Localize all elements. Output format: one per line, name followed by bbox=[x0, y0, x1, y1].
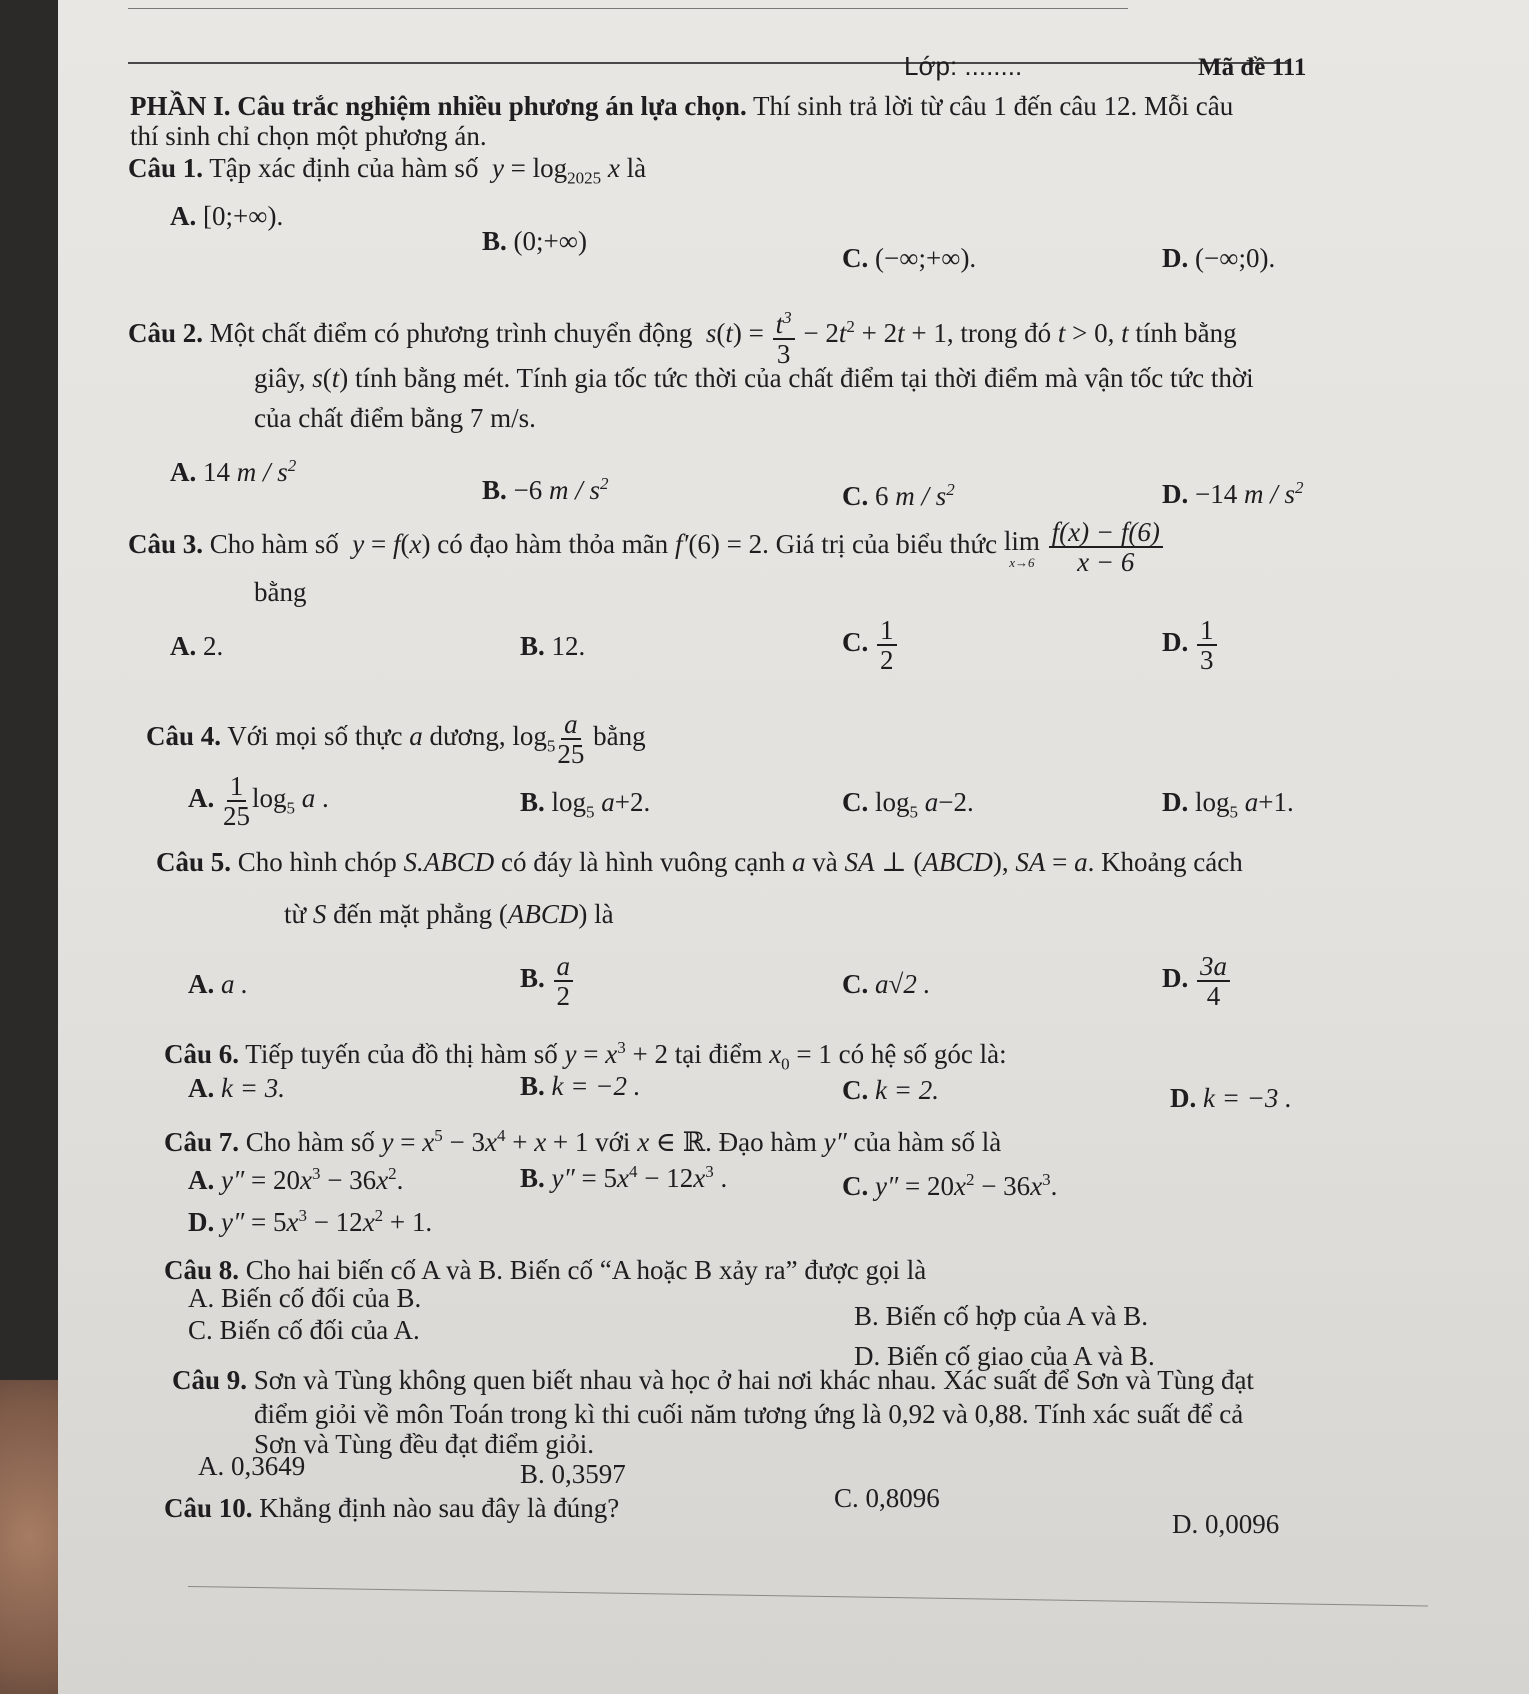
q3-text: Cho hàm số bbox=[209, 529, 339, 560]
q9-stem bbox=[172, 1364, 1254, 1396]
q4-stem: Câu 4. Với mọi số thực a dương, $\log_5$ $\frac{a}{25}$ bằng bbox=[146, 709, 646, 769]
q7-option-b[interactable]: B. $y'' = 5x^4 - 12x^3$ . bbox=[520, 1162, 728, 1193]
q4-option-a[interactable]: A. $\frac{1}{25}$ $\log_5 a$ . bbox=[188, 771, 329, 831]
q7-option-c[interactable]: C. $y'' = 20x^2 - 36x^3$. bbox=[842, 1170, 1058, 1201]
q6-stem: Câu 6. Tiếp tuyến của đồ thị hàm số $y = x^3 + 2$ tại điểm $x_0 = 1$ có hệ số góc là: bbox=[164, 1038, 1007, 1074]
q2-option-a[interactable]: A. 14 m / $s^2$ bbox=[170, 456, 297, 487]
q8-option-d[interactable]: D. Biến cố giao của A và B. bbox=[854, 1341, 1155, 1371]
q6-label: Câu 6. bbox=[164, 1039, 240, 1069]
q9-text: Sơn và Tùng không quen biết nhau và học ở hai nơi khác nhau. Xác suất để Sơn và Tùng đạt bbox=[253, 1365, 1254, 1395]
top-rule bbox=[128, 8, 1128, 9]
q6-option-c[interactable]: C. k = 2. bbox=[842, 1075, 939, 1105]
q2-label: Câu 2. bbox=[128, 318, 204, 349]
q9-line2: điểm giỏi về môn Toán trong kì thi cuối năm tương ứng là 0,92 và 0,88. Tính xác suất để cả bbox=[254, 1399, 1244, 1429]
part1-intro2: thí sinh chỉ chọn một phương án. bbox=[130, 121, 487, 151]
q9-label: Câu 9. bbox=[172, 1365, 248, 1395]
q3-option-c[interactable]: C. $\frac{1}{2}$ bbox=[842, 616, 899, 674]
q8-option-c[interactable]: C. Biến cố đối của A. bbox=[188, 1315, 420, 1345]
q1-tail: là bbox=[626, 153, 647, 183]
q7-option-a[interactable]: A. $y'' = 20x^3 - 36x^2$. bbox=[188, 1164, 404, 1195]
q1-stem: Câu 1. Tập xác định của hàm số $y = \log_{2025} x$ là bbox=[128, 153, 647, 188]
exam-code: Mã đề 111 bbox=[1198, 54, 1307, 81]
q9-line3: Sơn và Tùng đều đạt điểm giỏi. bbox=[254, 1429, 594, 1459]
part1-title: PHẦN I. Câu trắc nghiệm nhiều phương án lựa chọn. bbox=[130, 91, 747, 121]
q2-option-c[interactable]: C. 6 m / $s^2$ bbox=[842, 480, 955, 511]
exam-paper bbox=[58, 0, 1529, 1694]
q10-text: Khẳng định nào sau đây là đúng? bbox=[259, 1493, 620, 1523]
q1-option-a[interactable]: A. [0;+∞). bbox=[170, 201, 284, 231]
q7-option-d[interactable]: D. $y'' = 5x^3 - 12x^2 + 1$. bbox=[188, 1206, 433, 1237]
q5-stem: Câu 5. Cho hình chóp S.ABCD có đáy là hình vuông cạnh a và SA ⊥ (ABCD), SA = a. Khoảng cách bbox=[156, 847, 1243, 877]
q2-stem: Câu 2. Một chất điểm có phương trình chuyển động s(t) = $\frac{t^3}{3}$ − $2t^2 + 2t + 1$, trong đó t > 0, t tính bằng bbox=[128, 304, 1237, 368]
q8-label: Câu 8. bbox=[164, 1255, 240, 1285]
q1-option-b[interactable]: B. (0;+∞) bbox=[482, 226, 587, 256]
q6-option-b[interactable]: B. k = −2 . bbox=[520, 1071, 641, 1101]
q9-option-c[interactable]: C. 0,8096 bbox=[834, 1483, 940, 1513]
q9-option-d[interactable]: D. 0,0096 bbox=[1172, 1509, 1280, 1539]
q6-option-a[interactable]: A. k = 3. bbox=[188, 1073, 285, 1103]
q8-option-a[interactable]: A. Biến cố đối của B. bbox=[188, 1283, 422, 1313]
q4-label: Câu 4. bbox=[146, 721, 222, 752]
bottom-rule bbox=[188, 1586, 1428, 1606]
q2-text: Một chất điểm có phương trình chuyển động bbox=[209, 318, 693, 349]
q4-option-c[interactable]: C. $\log_5 a-2$. bbox=[842, 787, 974, 822]
q3-stem: Câu 3. Cho hàm số y = f(x) có đạo hàm thỏa mãn f′(6) = 2. Giá trị của biểu thức lim x→6 $\frac{f(x) - f(6)}{x - 6}$ bbox=[128, 518, 1165, 576]
q1-text: Tập xác định của hàm số bbox=[209, 153, 479, 183]
q5-option-d[interactable]: D. $\frac{3a}{4}$ bbox=[1162, 952, 1232, 1010]
q5-label: Câu 5. bbox=[156, 847, 232, 877]
q3-line2: bằng bbox=[254, 577, 307, 607]
q9-option-b[interactable]: B. 0,3597 bbox=[520, 1459, 626, 1489]
q3-label: Câu 3. bbox=[128, 529, 204, 560]
q3-option-a[interactable]: A. 2. bbox=[170, 631, 224, 661]
q10-stem bbox=[164, 1492, 619, 1524]
q6-option-d[interactable]: D. k = −3 . bbox=[1170, 1083, 1292, 1113]
q3-option-b[interactable]: B. 12. bbox=[520, 631, 586, 661]
part1-title-line bbox=[130, 90, 1233, 122]
q2-line3: của chất điểm bằng 7 m/s. bbox=[254, 403, 536, 433]
q8-text: Cho hai biến cố A và B. Biến cố “A hoặc B xảy ra” được gọi là bbox=[245, 1255, 927, 1285]
q5-option-c[interactable]: C. a√2 . bbox=[842, 969, 931, 999]
q2-line2: giây, s(t) tính bằng mét. Tính gia tốc tức thời của chất điểm tại thời điểm mà vận tốc tức thời bbox=[254, 363, 1254, 393]
class-label: Lớp: ........ bbox=[904, 51, 1023, 81]
q5-option-a[interactable]: A. a . bbox=[188, 969, 248, 999]
q1-option-d[interactable]: D. (−∞;0). bbox=[1162, 243, 1276, 273]
q2-option-b[interactable]: B. −6 m / $s^2$ bbox=[482, 474, 609, 505]
q5-option-b[interactable]: B. $\frac{a}{2}$ bbox=[520, 952, 575, 1010]
q2-option-d[interactable]: D. −14 m / $s^2$ bbox=[1162, 478, 1304, 509]
q1-label: Câu 1. bbox=[128, 153, 204, 183]
q3-option-d[interactable]: D. $\frac{1}{3}$ bbox=[1162, 616, 1219, 674]
q4-option-d[interactable]: D. $\log_5 a+1$. bbox=[1162, 787, 1294, 822]
header-rule bbox=[128, 62, 1288, 64]
q9-option-a[interactable]: A. 0,3649 bbox=[198, 1451, 306, 1481]
q7-stem: Câu 7. Cho hàm số $y = x^5 - 3x^4 + x + 1$ với x ∈ ℝ. Đạo hàm y″ của hàm số là bbox=[164, 1126, 1002, 1157]
q7-label: Câu 7. bbox=[164, 1127, 240, 1157]
q1-option-c[interactable]: C. (−∞;+∞). bbox=[842, 243, 977, 273]
part1-intro: Thí sinh trả lời từ câu 1 đến câu 12. Mỗi câu bbox=[752, 91, 1234, 121]
q4-option-b[interactable]: B. $\log_5 a+2$. bbox=[520, 787, 651, 822]
q8-option-b[interactable]: B. Biến cố hợp của A và B. bbox=[854, 1301, 1148, 1331]
q5-line2: từ S đến mặt phẳng (ABCD) là bbox=[284, 899, 614, 929]
q10-label: Câu 10. bbox=[164, 1493, 253, 1523]
